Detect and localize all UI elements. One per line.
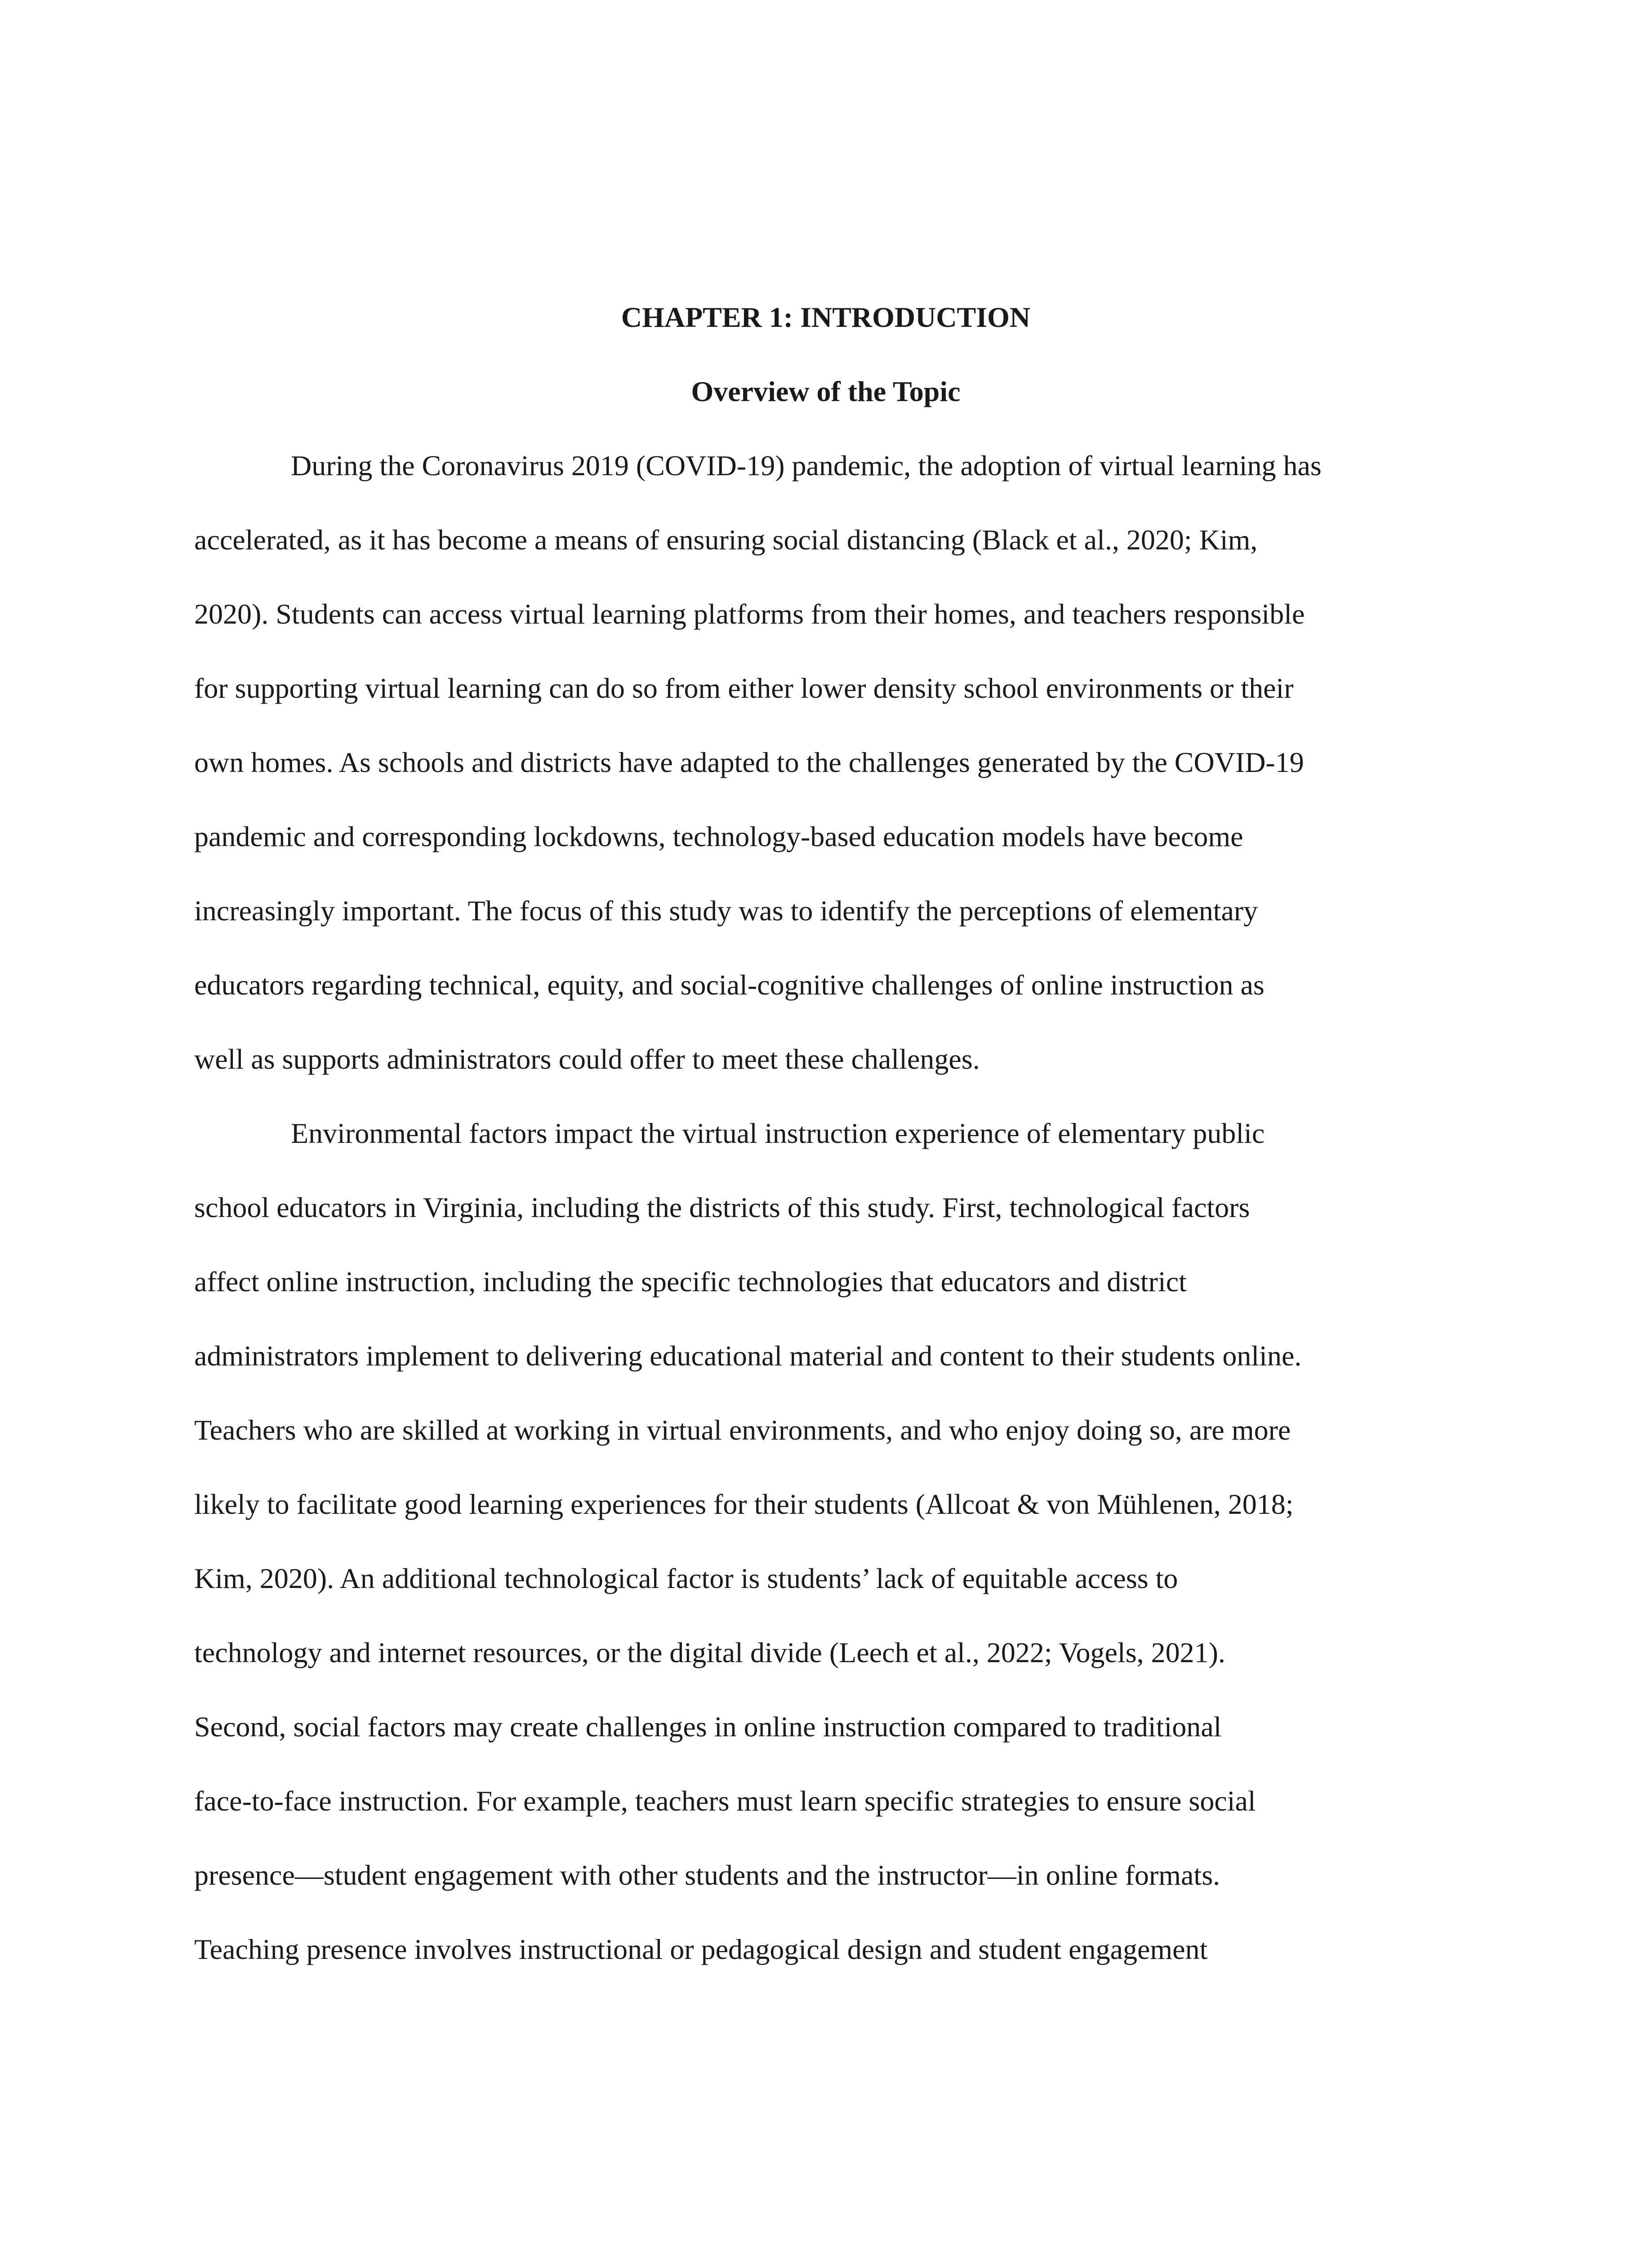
text-line: face-to-face instruction. For example, teachers must learn specific strategies to ensure social [194, 1785, 1256, 1817]
text-line: Teaching presence involves instructional or pedagogical design and student engagement [194, 1933, 1208, 1965]
text-line: administrators implement to delivering educational material and content to their students online. [194, 1340, 1302, 1372]
text-line: 2020). Students can access virtual learning platforms from their homes, and teachers responsible [194, 598, 1305, 630]
text-line: increasingly important. The focus of this study was to identify the perceptions of elementary [194, 895, 1258, 927]
chapter-title: CHAPTER 1: INTRODUCTION [621, 301, 1031, 333]
text-line: presence—student engagement with other students and the instructor—in online formats. [194, 1859, 1220, 1891]
text-line: During the Coronavirus 2019 (COVID-19) pandemic, the adoption of virtual learning has [291, 450, 1322, 482]
text-line: for supporting virtual learning can do so from either lower density school environments or their [194, 672, 1294, 704]
text-line: affect online instruction, including the specific technologies that educators and district [194, 1266, 1187, 1298]
text-line: Teachers who are skilled at working in virtual environments, and who enjoy doing so, are more [194, 1414, 1291, 1446]
text-line: pandemic and corresponding lockdowns, technology-based education models have become [194, 821, 1243, 852]
text-line: accelerated, as it has become a means of ensuring social distancing (Black et al., 2020; Kim, [194, 524, 1258, 556]
text-line: school educators in Virginia, including the districts of this study. First, technological factors [194, 1191, 1250, 1223]
text-line: likely to facilitate good learning experiences for their students (Allcoat & von Mühlenen, 2018; [194, 1488, 1294, 1520]
text-line: educators regarding technical, equity, and social-cognitive challenges of online instruction as [194, 969, 1265, 1001]
text-line: Environmental factors impact the virtual instruction experience of elementary public [291, 1117, 1265, 1149]
text-line: technology and internet resources, or the digital divide (Leech et al., 2022; Vogels, 2021). [194, 1637, 1225, 1668]
text-line: Kim, 2020). An additional technological factor is students’ lack of equitable access to [194, 1562, 1178, 1594]
text-line: Second, social factors may create challenges in online instruction compared to traditional [194, 1711, 1222, 1743]
section-heading: Overview of the Topic [691, 375, 961, 407]
text-line: own homes. As schools and districts have adapted to the challenges generated by the COVID-19 [194, 746, 1304, 778]
text-line: well as supports administrators could offer to meet these challenges. [194, 1043, 980, 1075]
